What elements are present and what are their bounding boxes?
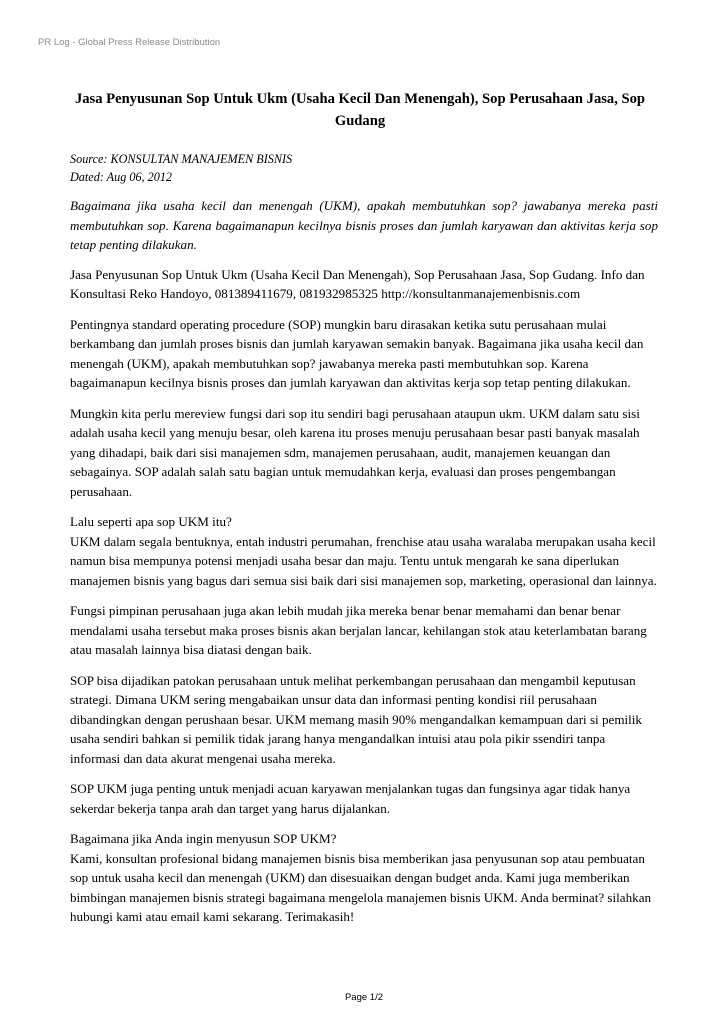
page-header: PR Log - Global Press Release Distribution	[38, 37, 221, 48]
body-paragraph: Mungkin kita perlu mereview fungsi dari sop itu sendiri bagi perusahaan ataupun ukm. UKM dalam satu sisi adalah usaha kecil yang menuju besar, oleh karena itu proses menuju perusahaan besar pasti banyak masalah yang dihadapi, baik dari sisi manajemen sdm, manajemen perusahaan, audit, manajemen keuangan dan sebagainya. SOP adalah salah satu bagian untuk memudahkan kerja, evaluasi dan proses pengembangan perusahaan.	[70, 405, 640, 499]
page-number: Page 1/2	[344, 992, 384, 1003]
body-paragraph: Pentingnya standard operating procedure (SOP) mungkin baru dirasakan ketika sutu perusahaan mulai berkambang dan jumlah proses bisnis dan jumlah karyawan semakin banyak. Bagaimana jika usaha kecil dan menengah (UKM), apakah membutuhkan sop? jawabanya mereka pasti membutuhkan sop. Karena bagaimanapun kecilnya bisnis proses dan jumlah karyawan dan aktivitas kerja sop tetap penting dilakukan.	[70, 316, 644, 390]
release-source: Source: KONSULTAN MANAJEMEN BISNIS	[70, 152, 293, 166]
release-meta	[70, 150, 658, 186]
body-paragraph: Lalu seperti apa sop UKM itu? UKM dalam segala bentuknya, entah industri perumahan, frenchise atau usaha waralaba merupakan usaha kecil namun bisa mempunya potensi menjadi usaha besar dan maju. Tentu untuk mengarah ke sana diperlukan manajemen bisnis yang bagus dari semua sisi baik dari sisi manajemen sop, marketing, operasional dan lainnya.	[70, 514, 657, 588]
body-paragraph: Jasa Penyusunan Sop Untuk Ukm (Usaha Kecil Dan Menengah), Sop Perusahaan Jasa, Sop Gudang. Info dan Konsultasi Reko Handoyo, 081389411679, 081932985325 http://konsultanmanajemenbisnis.com	[70, 266, 645, 301]
body-paragraph: Bagaimana jika Anda ingin menyusun SOP UKM? Kami, konsultan profesional bidang manajemen bisnis bisa memberikan jasa penyusunan sop atau pembuatan sop untuk usaha kecil dan menengah (UKM) dan disesuaikan dengan budget anda. Kami juga memberikan bimbingan manajemen bisnis strategi bagaimana mengelola manajemen bisnis UKM. Anda berminat? silahkan hubungi kami atau email kami sekarang. Terimakasih!	[70, 831, 652, 924]
press-release-body	[70, 150, 658, 938]
body-paragraph: Fungsi pimpinan perusahaan juga akan lebih mudah jika mereka benar benar memahami dan benar benar mendalami usaha tersebut maka proses bisnis akan berjalan lancar, kehilangan stok atau keterlambatan barang atau masalah lainnya bisa diatasi dengan baik.	[70, 603, 647, 657]
press-release-title: Jasa Penyusunan Sop Untuk Ukm (Usaha Kecil Dan Menengah), Sop Perusahaan Jasa, Sop Gudang	[74, 91, 646, 129]
body-paragraph: SOP bisa dijadikan patokan perusahaan untuk melihat perkembangan perusahaan dan mengambil keputusan strategi. Dimana UKM sering mengabaikan unsur data dan informasi penting kondisi riil perusahaan dibandingkan dengan perushaan besar. UKM memang masih 90% mengandalkan kemampuan dari si pemilik usaha sendiri bahkan si pemilik tidak jarang hanya mengandalkan intuisi atau pola pikir ssendiri tanpa informasi dan data akurat mengenai usaha mereka.	[70, 672, 642, 766]
release-date: Dated: Aug 06, 2012	[70, 170, 173, 184]
body-paragraph: SOP UKM juga penting untuk menjadi acuan karyawan menjalankan tugas dan fungsinya agar tidak hanya sekerdar bekerja tanpa arah dan target yang harus dijalankan.	[70, 781, 631, 816]
release-summary: Bagaimana jika usaha kecil dan menengah (UKM), apakah membutuhkan sop? jawabanya mereka pasti membutuhkan sop. Karena bagaimanapun kecilnya bisnis proses dan jumlah karyawan dan aktivitas kerja sop tetap penting dilakukan.	[70, 198, 658, 252]
